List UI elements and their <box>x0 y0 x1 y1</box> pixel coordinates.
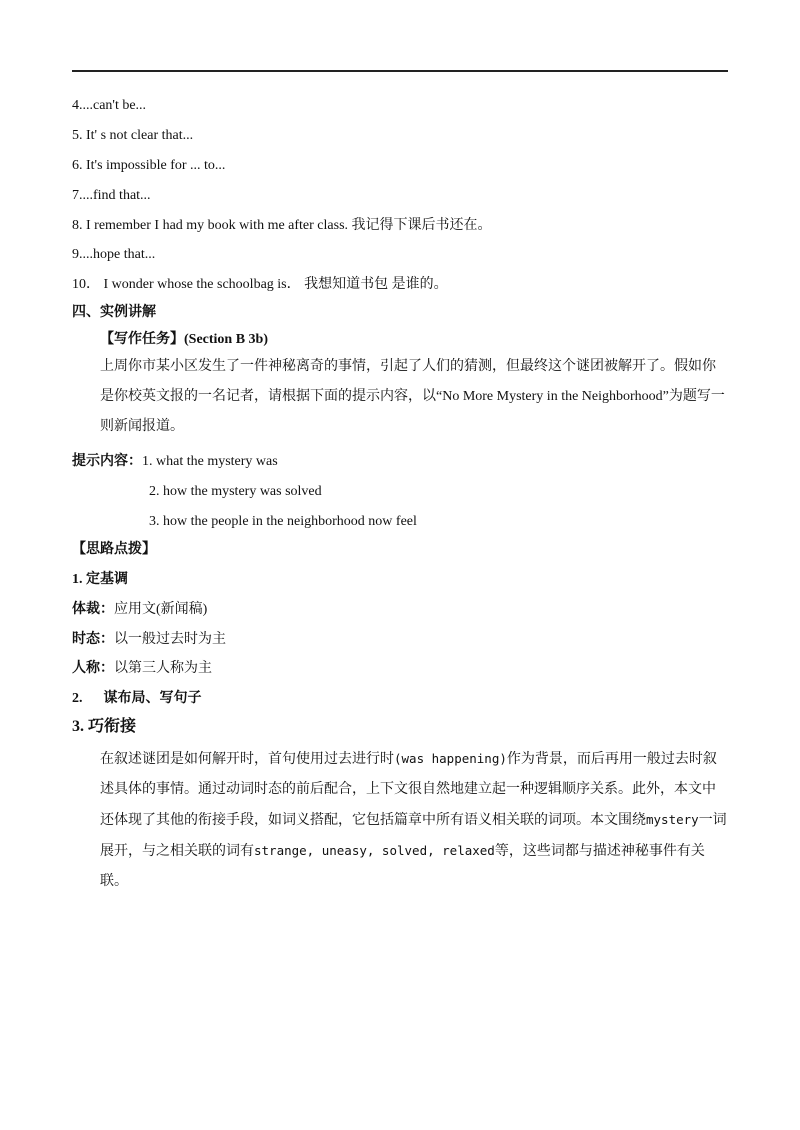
hint-item-1: 1. what the mystery was <box>142 454 278 469</box>
person-line <box>72 659 212 679</box>
header-rule <box>72 70 728 72</box>
hints-line-1 <box>72 452 278 472</box>
tense-value: 以一般过去时为主 <box>114 632 226 647</box>
phrase-9: 9....hope that... <box>72 247 156 262</box>
cohesion-text-3: 一词展开，与之相关联的词有 <box>100 813 727 859</box>
section-heading: 四、实例讲解 <box>72 305 156 320</box>
tips-heading: 【思路点拨】 <box>72 542 156 557</box>
hint-item-3: 3. how the people in the neighborhood now feel <box>149 514 417 529</box>
cohesion-text-4: 等，这些词都与描述神秘事件有关联。 <box>100 844 705 889</box>
genre-label: 体裁： <box>72 602 114 617</box>
cohesion-text-1: 在叙述谜团是如何解开时，首句使用过去进行时 <box>100 752 394 767</box>
tense-line <box>72 630 226 650</box>
writing-task-heading <box>100 330 268 350</box>
phrase-6: 6. It's impossible for ... to... <box>72 158 226 173</box>
cohesion-text-2: 作为背景，而后再用一般过去时叙述具体的事情。通过动词时态的前后配合，上下文很自然地建立起一种逻辑顺序关系。此外，本文中还体现了其他的衔接手段，如词义搭配，它包括篇章中所有语义相关联的词项。本文围绕 <box>100 752 717 828</box>
step-1-heading: 1. 定基调 <box>72 572 128 587</box>
person-label: 人称： <box>72 661 114 676</box>
step-3-heading: 3. 巧衔接 <box>72 718 137 735</box>
tense-label: 时态： <box>72 632 114 647</box>
phrase-10: 10． I wonder whose the schoolbag is． 我想知道书包 是谁的。 <box>72 277 448 292</box>
cohesion-paragraph <box>72 744 728 897</box>
phrase-8: 8. I remember I had my book with me after class. 我记得下课后书还在。 <box>72 218 492 233</box>
cohesion-code-3: strange, uneasy, solved, relaxed <box>254 843 495 858</box>
cohesion-code-1: (was happening) <box>394 751 507 766</box>
phrase-7: 7....find that... <box>72 188 151 203</box>
step-2-heading: 2. 谋布局、写句子 <box>72 691 202 706</box>
task-label: 【写作任务】 <box>100 332 184 347</box>
genre-line <box>72 600 207 620</box>
hint-item-2: 2. how the mystery was solved <box>149 484 322 499</box>
task-paragraph: 上周你市某小区发生了一件神秘离奇的事情，引起了人们的猜测，但最终这个谜团被解开了。假如你是你校英文报的一名记者，请根据下面的提示内容，以“No More Mystery in the Neighborhood”为题写一则新闻报道。 <box>100 359 725 434</box>
person-value: 以第三人称为主 <box>114 661 212 676</box>
genre-value: 应用文(新闻稿) <box>114 602 208 617</box>
phrase-4: 4....can't be... <box>72 98 147 113</box>
phrase-5: 5. It' s not clear that... <box>72 128 194 143</box>
hints-label: 提示内容： <box>72 454 142 469</box>
cohesion-code-2: mystery <box>646 812 699 827</box>
task-source: (Section B 3b) <box>184 332 268 347</box>
